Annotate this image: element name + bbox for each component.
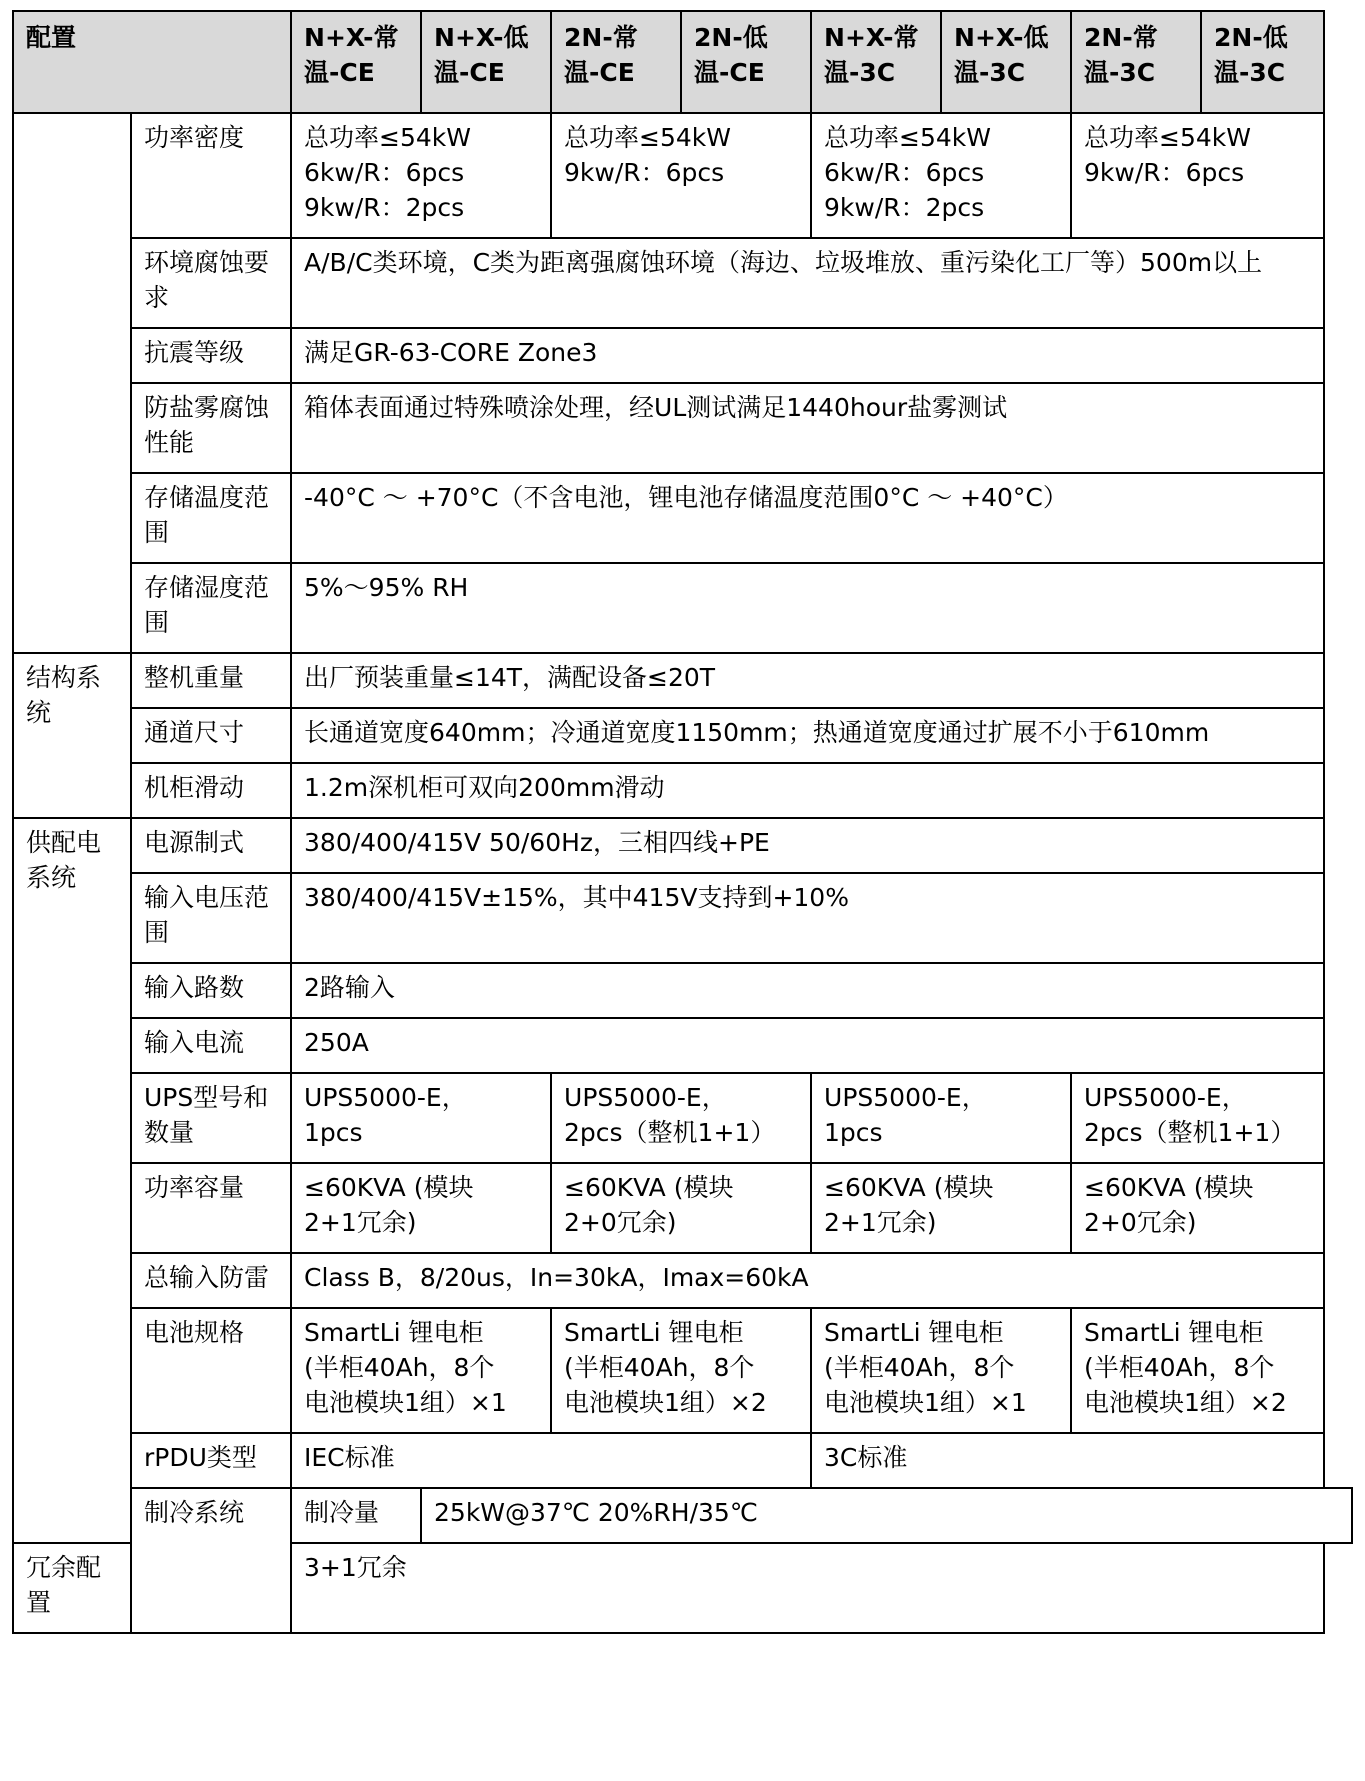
col-header: N+X-低温-3C bbox=[941, 11, 1071, 113]
row-label: 电源制式 bbox=[131, 818, 291, 873]
value-cell: 3C标准 bbox=[811, 1433, 1324, 1488]
table-row bbox=[13, 383, 1352, 473]
col-header: 2N-低温-CE bbox=[681, 11, 811, 113]
value-cell: 总功率≤54kW 6kw/R：6pcs 9kw/R：2pcs bbox=[291, 113, 551, 238]
table-row bbox=[13, 113, 1352, 238]
col-header: 2N-常温-3C bbox=[1071, 11, 1201, 113]
table-row bbox=[13, 1163, 1352, 1253]
table-row bbox=[13, 473, 1352, 563]
value-cell: 总功率≤54kW 9kw/R：6pcs bbox=[1071, 113, 1324, 238]
value-cell: ≤60KVA (模块 2+0冗余) bbox=[1071, 1163, 1324, 1253]
value-cell: 25kW@37℃ 20%RH/35℃ bbox=[421, 1488, 1352, 1543]
config-header: 配置 bbox=[13, 11, 291, 113]
value-cell: 250A bbox=[291, 1018, 1324, 1073]
value-cell: SmartLi 锂电柜 (半柜40Ah，8个 电池模块1组）×2 bbox=[551, 1308, 811, 1433]
value-cell: ≤60KVA (模块 2+1冗余) bbox=[811, 1163, 1071, 1253]
group-label: 供配电系统 bbox=[13, 818, 131, 1543]
table-row bbox=[13, 563, 1352, 653]
row-label: 整机重量 bbox=[131, 653, 291, 708]
row-label: 防盐雾腐蚀性能 bbox=[131, 383, 291, 473]
value-cell: 2路输入 bbox=[291, 963, 1324, 1018]
value-cell: SmartLi 锂电柜 (半柜40Ah，8个 电池模块1组）×2 bbox=[1071, 1308, 1324, 1433]
value-cell: 满足GR-63-CORE Zone3 bbox=[291, 328, 1324, 383]
value-cell: 380/400/415V±15%，其中415V支持到+10% bbox=[291, 873, 1324, 963]
row-label: 输入电流 bbox=[131, 1018, 291, 1073]
table-row bbox=[13, 1073, 1352, 1163]
table-row bbox=[13, 1488, 1352, 1543]
value-cell: UPS5000-E， 2pcs（整机1+1） bbox=[551, 1073, 811, 1163]
value-cell: A/B/C类环境，C类为距离强腐蚀环境（海边、垃圾堆放、重污染化工厂等）500m以上 bbox=[291, 238, 1324, 328]
row-label: 冗余配置 bbox=[13, 1543, 131, 1633]
value-cell: ≤60KVA (模块 2+1冗余) bbox=[291, 1163, 551, 1253]
row-label: 存储湿度范围 bbox=[131, 563, 291, 653]
value-cell: 总功率≤54kW 6kw/R：6pcs 9kw/R：2pcs bbox=[811, 113, 1071, 238]
table-row bbox=[13, 1308, 1352, 1433]
row-label: 机柜滑动 bbox=[131, 763, 291, 818]
value-cell: 1.2m深机柜可双向200mm滑动 bbox=[291, 763, 1324, 818]
row-label: 功率容量 bbox=[131, 1163, 291, 1253]
row-label: 电池规格 bbox=[131, 1308, 291, 1433]
row-label: 功率密度 bbox=[131, 113, 291, 238]
row-label: 制冷量 bbox=[291, 1488, 421, 1543]
value-cell: UPS5000-E， 2pcs（整机1+1） bbox=[1071, 1073, 1324, 1163]
row-label: 总输入防雷 bbox=[131, 1253, 291, 1308]
value-cell: IEC标准 bbox=[291, 1433, 811, 1488]
row-label: UPS型号和数量 bbox=[131, 1073, 291, 1163]
row-label: 通道尺寸 bbox=[131, 708, 291, 763]
value-cell: 长通道宽度640mm；冷通道宽度1150mm；热通道宽度通过扩展不小于610mm bbox=[291, 708, 1324, 763]
table-row bbox=[13, 1433, 1352, 1488]
group-label: 制冷系统 bbox=[131, 1488, 291, 1633]
value-cell: 总功率≤54kW 9kw/R：6pcs bbox=[551, 113, 811, 238]
table-row bbox=[13, 1018, 1352, 1073]
table-row bbox=[13, 708, 1352, 763]
table-row bbox=[13, 963, 1352, 1018]
col-header: N+X-常温-3C bbox=[811, 11, 941, 113]
row-label: 存储温度范围 bbox=[131, 473, 291, 563]
value-cell: UPS5000-E， 1pcs bbox=[291, 1073, 551, 1163]
row-label: rPDU类型 bbox=[131, 1433, 291, 1488]
col-header: N+X-常温-CE bbox=[291, 11, 421, 113]
table-row bbox=[13, 873, 1352, 963]
row-label: 输入电压范围 bbox=[131, 873, 291, 963]
value-cell: 3+1冗余 bbox=[291, 1543, 1324, 1633]
table-header-row bbox=[13, 11, 1352, 113]
value-cell: ≤60KVA (模块 2+0冗余) bbox=[551, 1163, 811, 1253]
value-cell: 5%～95% RH bbox=[291, 563, 1324, 653]
value-cell: 箱体表面通过特殊喷涂处理，经UL测试满足1440hour盐雾测试 bbox=[291, 383, 1324, 473]
table-row bbox=[13, 763, 1352, 818]
value-cell: 380/400/415V 50/60Hz，三相四线+PE bbox=[291, 818, 1324, 873]
table-row bbox=[13, 653, 1352, 708]
spec-table bbox=[12, 10, 1353, 1634]
value-cell: SmartLi 锂电柜 (半柜40Ah，8个 电池模块1组）×1 bbox=[291, 1308, 551, 1433]
value-cell: Class B，8/20us，In=30kA，Imax=60kA bbox=[291, 1253, 1324, 1308]
table-row bbox=[13, 238, 1352, 328]
group-cell-env bbox=[13, 113, 131, 653]
row-label: 抗震等级 bbox=[131, 328, 291, 383]
col-header: 2N-低温-3C bbox=[1201, 11, 1324, 113]
value-cell: 出厂预装重量≤14T，满配设备≤20T bbox=[291, 653, 1324, 708]
value-cell: SmartLi 锂电柜 (半柜40Ah，8个 电池模块1组）×1 bbox=[811, 1308, 1071, 1433]
col-header: N+X-低温-CE bbox=[421, 11, 551, 113]
table-row bbox=[13, 328, 1352, 383]
table-row bbox=[13, 818, 1352, 873]
table-row bbox=[13, 1253, 1352, 1308]
value-cell: -40°C ～ +70°C（不含电池，锂电池存储温度范围0°C ～ +40°C） bbox=[291, 473, 1324, 563]
row-label: 输入路数 bbox=[131, 963, 291, 1018]
group-label: 结构系统 bbox=[13, 653, 131, 818]
row-label: 环境腐蚀要求 bbox=[131, 238, 291, 328]
col-header: 2N-常温-CE bbox=[551, 11, 681, 113]
value-cell: UPS5000-E， 1pcs bbox=[811, 1073, 1071, 1163]
